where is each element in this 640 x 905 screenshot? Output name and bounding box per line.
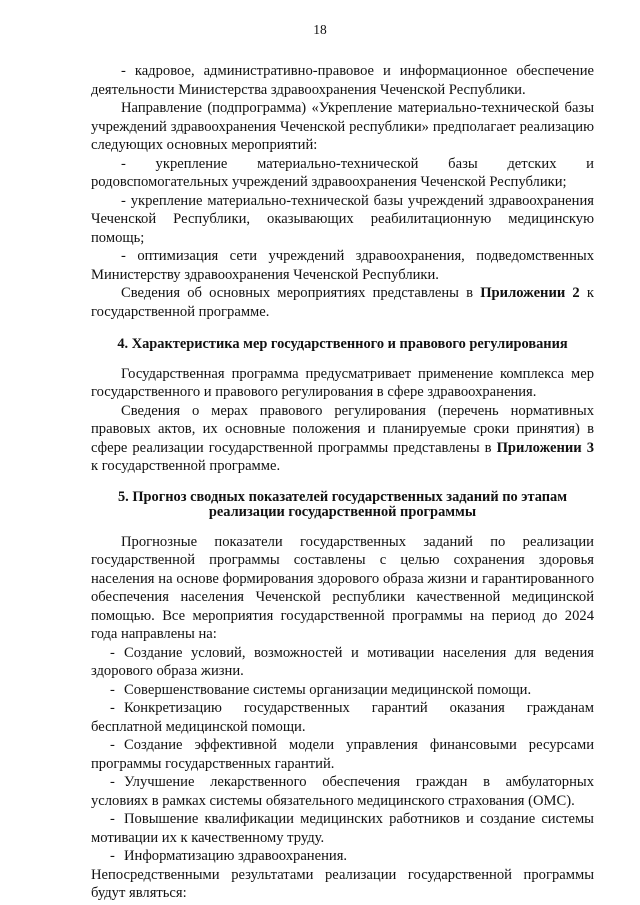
list-dash: - xyxy=(110,774,115,790)
list-item xyxy=(91,736,594,773)
paragraph: - оптимизация сети учреждений здравоохранения, подведомственных Министерству здравоохранения Чеченской Республики. xyxy=(91,248,594,283)
list-item xyxy=(91,847,594,866)
list-dash: - xyxy=(110,811,115,827)
list-item xyxy=(91,699,594,736)
paragraph: - укрепление материально-технической базы учреждений здравоохранения Чеченской Республики, оказывающих реабилитационную медицинскую помощь; xyxy=(91,192,594,246)
list-item xyxy=(91,810,594,847)
list-item-text: Конкретизацию государственных гарантий оказания гражданам бесплатной медицинской помощи. xyxy=(91,700,594,735)
paragraph: Направление (подпрограмма) «Укрепление материально-технической базы учреждений здравоохранения Чеченской республики» предполагает реализацию следующих основных мероприятий: xyxy=(91,100,594,153)
paragraph-text: Сведения об основных мероприятиях представлены в xyxy=(121,285,481,301)
appendix-reference: Приложении 3 xyxy=(496,439,594,456)
paragraph: Прогнозные показатели государственных заданий по реализации государственной программы составлены с целью сохранения здоровья населения на основе формирования здорового образа жизни и гарантированного обеспечения населения Чеченской республики качественной медицинской помощью. Все мероприятия государственной программы на период до 2024 года направлены на: xyxy=(91,533,594,642)
list-item-text: Создание условий, возможностей и мотивации населения для ведения здорового образа жизни. xyxy=(91,644,594,679)
list-dash: - xyxy=(110,681,115,698)
paragraph: - укрепление материально-технической базы детских и родовспомогательных учреждений здравоохранения Чеченской Республики; xyxy=(91,155,594,190)
list-item-text: Повышение квалификации медицинских работников и создание системы мотивации их к качественному труду. xyxy=(91,811,594,846)
list-item-text: Улучшение лекарственного обеспечения граждан в амбулаторных условиях в рамках системы обязательного медицинского страхования (ОМС). xyxy=(91,774,594,809)
paragraph: - кадровое, административно-правовое и информационное обеспечение деятельности Министерства здравоохранения Чеченской Республики. xyxy=(91,63,594,98)
list-item xyxy=(91,644,594,681)
appendix-reference: Приложении 2 xyxy=(480,285,580,301)
paragraph xyxy=(91,284,594,321)
document-body xyxy=(91,62,594,903)
list-item xyxy=(91,773,594,810)
paragraph xyxy=(91,402,594,476)
list-dash: - xyxy=(110,737,115,753)
paragraph: Непосредственными результатами реализации государственной программы будут являться: xyxy=(91,866,594,901)
section-heading: 5. Прогноз сводных показателей государственных заданий по этапам реализации государственной программы xyxy=(117,488,568,520)
page-number: 18 xyxy=(313,22,327,37)
list-dash: - xyxy=(110,644,115,661)
list-item xyxy=(91,681,594,700)
paragraph-text-tail: к государственной программе. xyxy=(91,285,594,320)
list-dash: - xyxy=(110,700,115,716)
paragraph-text: Сведения о мерах правового регулирования (перечень нормативных правовых актов, их основные положения и планируемые сроки принятия) в сфере реализации государственной программы представлены в xyxy=(91,402,594,456)
paragraph-text-tail: к государственной программе. xyxy=(91,458,281,474)
list-item-text: Совершенствование системы организации медицинской помощи. xyxy=(124,681,532,698)
paragraph: Государственная программа предусматривает применение комплекса мер государственного и правового регулирования в сфере здравоохранения. xyxy=(91,365,594,400)
list-item-text: Создание эффективной модели управления финансовыми ресурсами программы государственных гарантий. xyxy=(91,737,594,772)
list-dash: - xyxy=(110,848,115,864)
section-heading: 4. Характеристика мер государственного и правового регулирования xyxy=(117,336,568,352)
list-item-text: Информатизацию здравоохранения. xyxy=(124,848,348,864)
